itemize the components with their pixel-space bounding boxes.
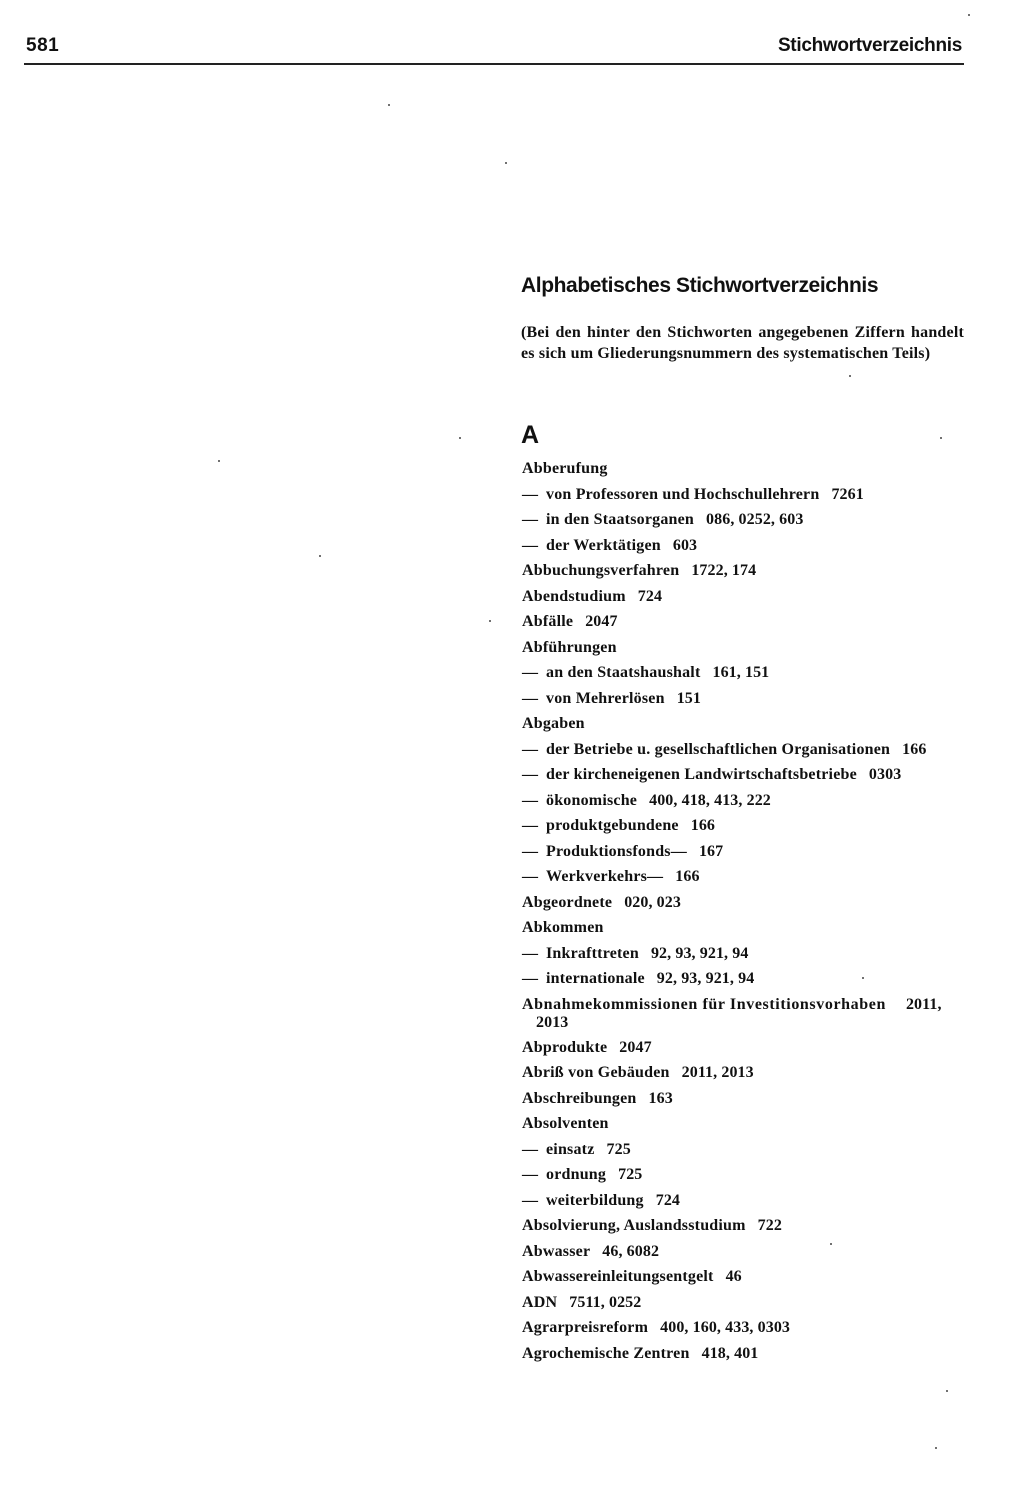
letter-heading: A [521,421,540,449]
entry-term: weiterbildung [546,1191,644,1209]
subentry-dash: — [522,868,539,885]
entry-term: Abberufung [522,460,608,477]
scan-speck [940,437,942,439]
entry-term: ADN [522,1293,558,1311]
entry-term: der Betriebe u. gesellschaftlichen Organisationen [546,740,891,758]
entry-refs-continued: 2013 [536,1013,569,1031]
entry-refs: 725 [618,1166,643,1183]
header-rule [24,63,964,65]
entry-term: Abkommen [522,919,604,936]
entry-refs: 2047 [619,1038,652,1056]
entry-term: Abprodukte [522,1038,608,1056]
scan-speck [968,14,970,16]
index-entry [522,456,974,482]
index-subentry [522,660,974,686]
entry-refs: 161, 151 [712,664,770,681]
entry-refs: 166 [902,740,927,758]
index-subentry [522,1188,974,1214]
index-subentry [522,941,974,967]
entry-term: Abgaben [522,715,585,732]
entry-refs: 166 [675,868,700,885]
entry-term: Abgeordnete [522,893,613,911]
index-entry [522,992,974,1035]
entry-refs: 166 [690,817,716,834]
entry-refs: 46, 6082 [602,1242,660,1260]
subentry-dash: — [522,485,539,503]
entry-term: von Mehrerlösen [546,689,665,707]
subentry-dash: — [522,842,539,860]
index-entry [522,558,974,584]
entry-refs: 400, 418, 413, 222 [649,791,771,809]
scan-speck [388,104,390,106]
entry-refs: 7511, 0252 [569,1293,642,1311]
entry-refs: 151 [676,689,701,707]
section-title: Alphabetisches Stichwortverzeichnis [521,274,879,297]
entry-term: ordnung [546,1166,607,1183]
index-subentry [522,966,974,992]
subentry-dash: — [522,1191,539,1209]
index-entry [522,1264,974,1290]
entry-refs: 163 [648,1089,673,1107]
scan-speck [935,1447,937,1449]
entry-refs: 92, 93, 921, 94 [656,970,755,987]
index-subentry [522,686,974,712]
subentry-dash: — [522,511,539,528]
scan-speck [459,437,461,439]
entry-refs: 2011, 2013 [681,1064,754,1081]
entry-term: einsatz [546,1140,595,1158]
entry-refs: 1722, 174 [691,562,757,579]
index-subentry [522,507,974,533]
index-subentry [522,864,974,890]
entry-refs: 724 [655,1191,681,1209]
scan-speck [849,375,851,377]
index-entry [522,1086,974,1112]
index-entry [522,1213,974,1239]
entry-term: Abführungen [522,638,617,656]
entry-term: Abendstudium [522,587,626,605]
subentry-dash: — [522,1166,539,1183]
index-entry [522,890,974,916]
entry-term: Produktionsfonds— [546,842,687,860]
entry-refs: 724 [637,587,663,605]
subentry-dash: — [522,740,539,758]
subentry-dash: — [522,664,539,681]
entry-refs: 2011, [905,995,942,1013]
entry-term: Abbuchungsverfahren [522,562,680,579]
index-entry [522,1035,974,1061]
entry-term: in den Staatsorganen [546,511,695,528]
index-entry [522,711,974,737]
subentry-dash: — [522,817,539,834]
subentry-dash: — [522,766,539,783]
entry-refs: 418, 401 [701,1344,759,1362]
subentry-dash: — [522,536,539,554]
entry-refs: 0303 [868,766,902,783]
entry-refs: 46 [725,1268,742,1285]
entry-term: von Professoren und Hochschullehrern [546,485,820,503]
entry-refs: 92, 93, 921, 94 [650,944,749,962]
scan-speck [946,1390,948,1392]
index-entry [522,1290,974,1316]
entry-term: Agrochemische Zentren [522,1344,690,1362]
entry-refs: 086, 0252, 603 [706,511,804,528]
entry-term: Abnahmekommissionen für Investitionsvorhaben [522,995,886,1013]
entry-refs: 020, 023 [624,893,681,911]
entry-term: Abriß von Gebäuden [522,1064,670,1081]
entry-refs: 725 [606,1140,631,1158]
entry-refs: 7261 [831,485,864,503]
entry-term: Absolventen [522,1115,609,1132]
index-note: (Bei den hinter den Stichworten angegebenen Ziffern handelt es sich um Gliederungsnummern des systematischen Teils) [521,324,964,362]
running-head: Stichwortverzeichnis [777,35,962,56]
page-number: 581 [26,35,60,56]
entry-term: Abschreibungen [522,1089,637,1107]
subentry-dash: — [522,970,539,987]
index-entry [522,584,974,610]
index-subentry [522,533,974,559]
index-subentry [522,737,974,763]
index-list [522,456,974,1366]
index-subentry [522,813,974,839]
entry-term: der kircheneigenen Landwirtschaftsbetriebe [546,766,857,783]
entry-term: produktgebundene [546,817,679,834]
index-entry [522,915,974,941]
subentry-dash: — [522,791,539,809]
index-entry [522,609,974,635]
entry-term: Abwasser [522,1242,591,1260]
entry-refs: 400, 160, 433, 0303 [660,1319,791,1336]
index-subentry [522,1162,974,1188]
scan-speck [489,620,491,622]
entry-term: Abwassereinleitungsentgelt [522,1268,714,1285]
entry-term: an den Staatshaushalt [546,664,701,681]
index-entry [522,1315,974,1341]
entry-term: Absolvierung, Auslandsstudium [522,1217,746,1234]
index-subentry [522,839,974,865]
index-entry [522,1111,974,1137]
subentry-dash: — [522,1140,539,1158]
entry-refs: 722 [757,1217,782,1234]
entry-term: Abfälle [522,613,574,630]
index-entry [522,635,974,661]
scan-speck [505,162,507,164]
entry-term: Agrarpreisreform [522,1319,649,1336]
entry-refs: 603 [672,536,698,554]
index-subentry [522,482,974,508]
scan-speck [319,555,321,557]
entry-refs: 167 [698,842,724,860]
entry-term: internationale [546,970,645,987]
index-subentry [522,788,974,814]
entry-term: ökonomische [546,791,638,809]
index-entry [522,1239,974,1265]
entry-term: Inkrafttreten [546,944,639,962]
entry-refs: 2047 [585,613,618,630]
index-entry [522,1341,974,1367]
entry-term: Werkverkehrs— [546,868,664,885]
index-subentry [522,762,974,788]
entry-term: der Werktätigen [546,536,661,554]
index-entry [522,1060,974,1086]
subentry-dash: — [522,689,539,707]
index-subentry [522,1137,974,1163]
scan-speck [218,460,220,462]
subentry-dash: — [522,944,539,962]
